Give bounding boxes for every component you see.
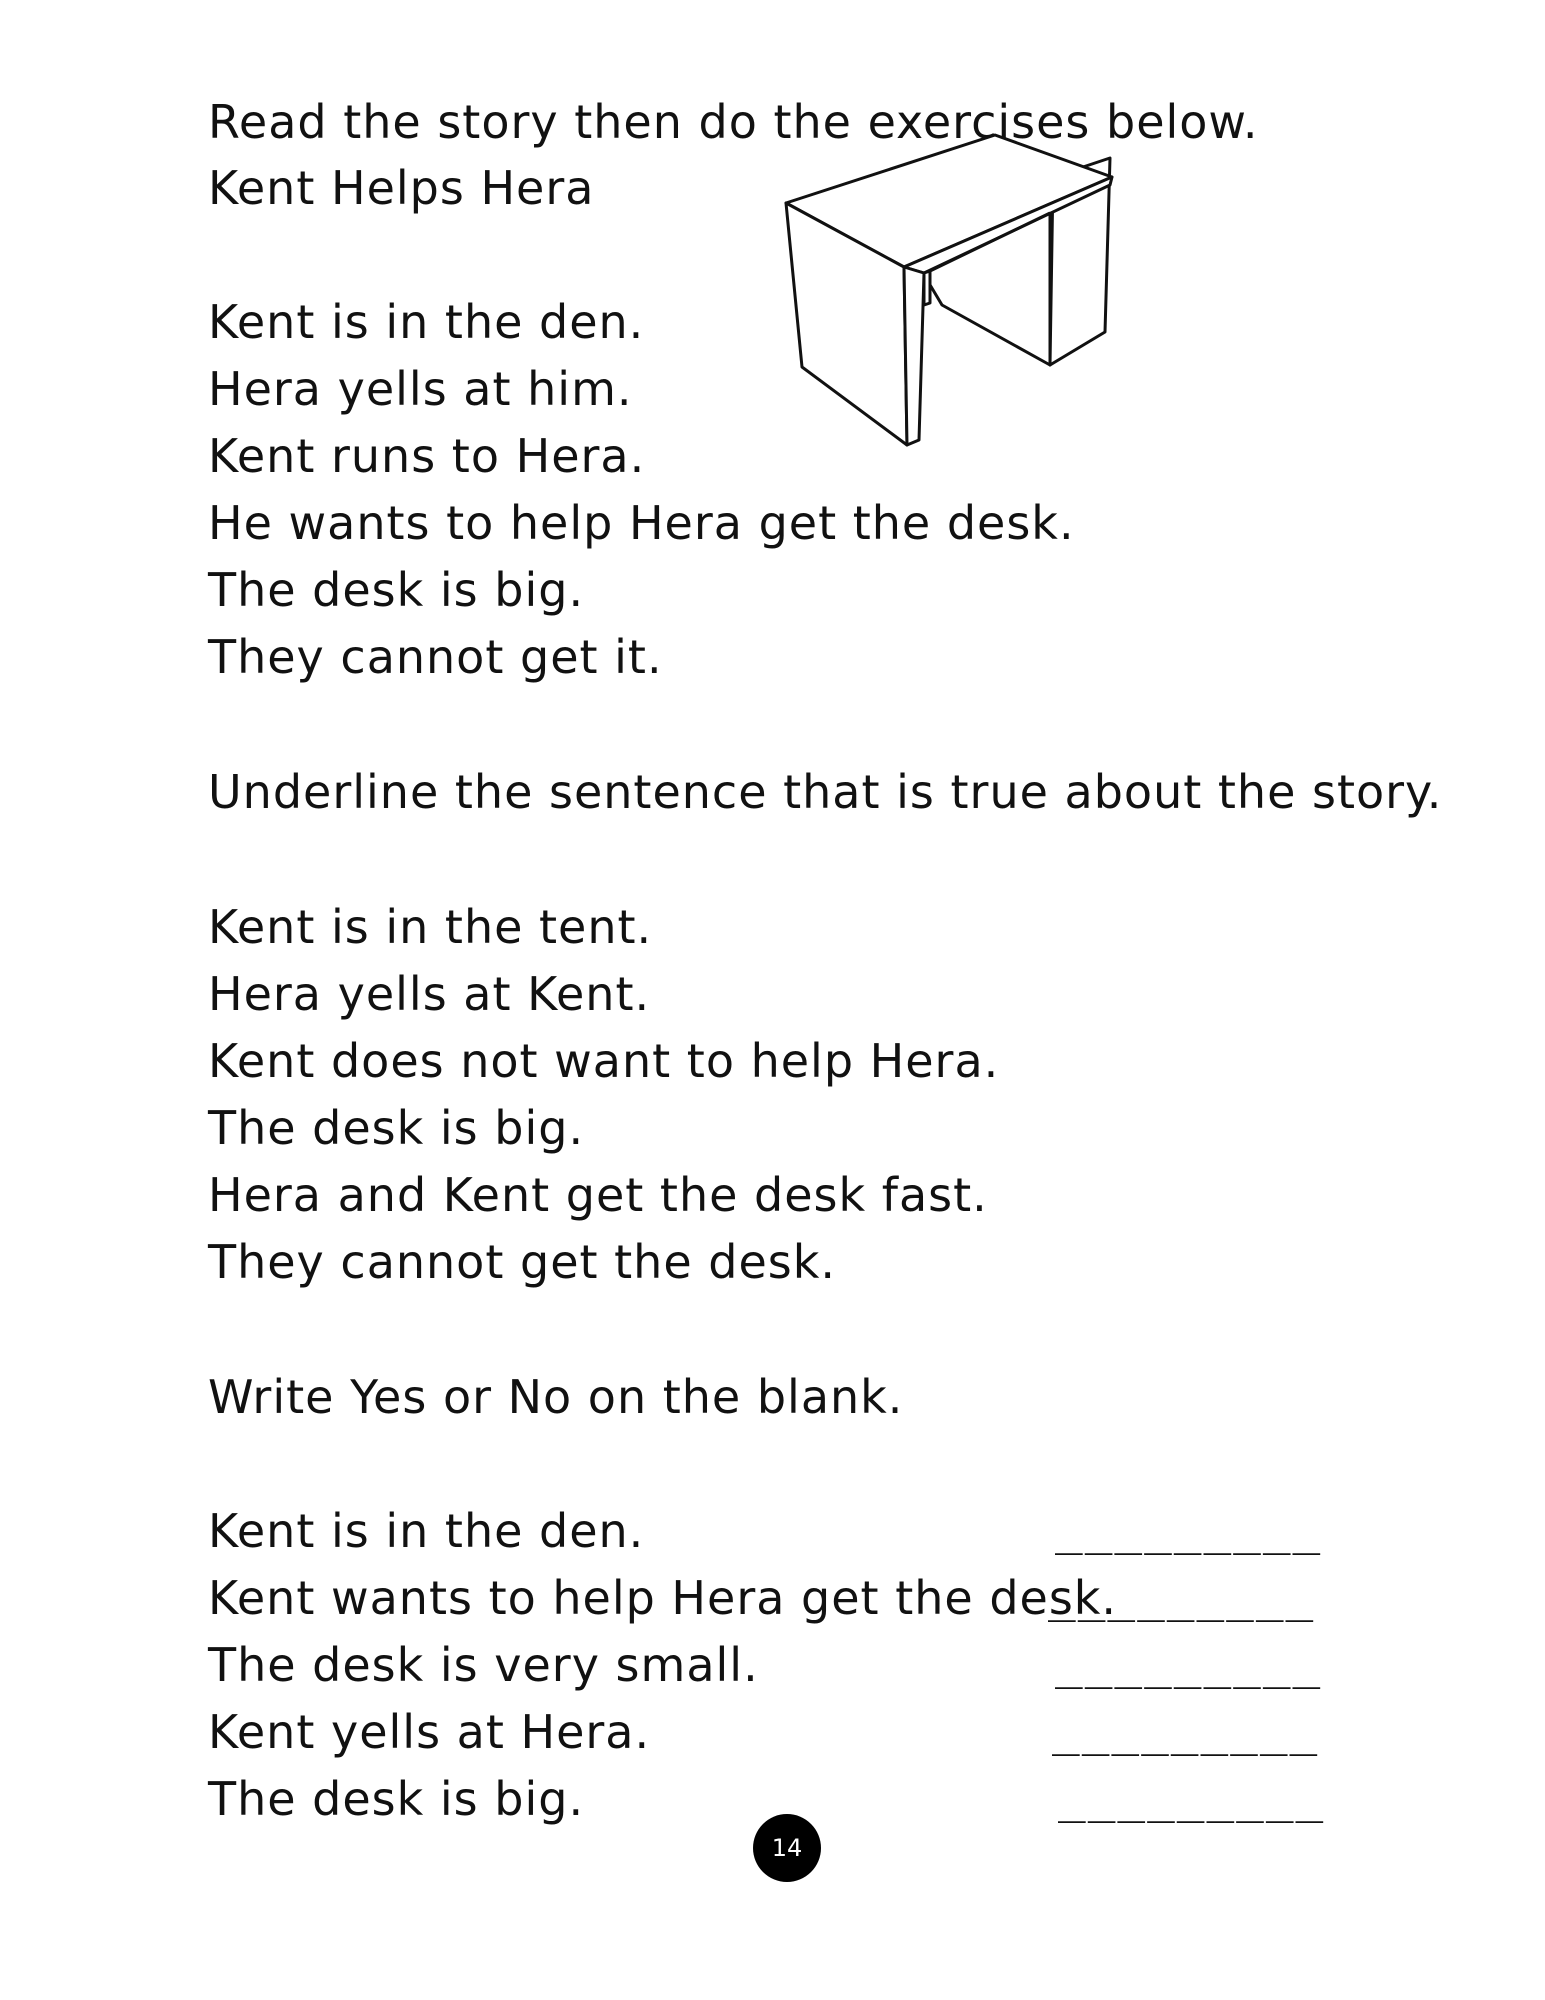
exercise2-instruction: Write Yes or No on the blank. <box>208 1370 904 1424</box>
page-number: 14 <box>753 1814 821 1882</box>
story-line: He wants to help Hera get the desk. <box>208 496 1075 550</box>
story-line: Hera yells at him. <box>208 362 633 416</box>
exercise1-instruction: Underline the sentence that is true about the story. <box>208 765 1443 819</box>
story-line: Kent runs to Hera. <box>208 429 646 483</box>
desk-icon <box>780 125 1140 465</box>
exercise2-item-text: Kent wants to help Hera get the desk. <box>208 1571 1118 1625</box>
exercise2-item-text: Kent is in the den. <box>208 1504 645 1558</box>
exercise2-item-text: Kent yells at Hera. <box>208 1705 651 1759</box>
answer-blank[interactable]: _________ <box>1052 1702 1320 1756</box>
exercise1-sentence[interactable]: Hera and Kent get the desk fast. <box>208 1168 988 1222</box>
page-instruction: Read the story then do the exercises below. <box>208 95 1259 149</box>
exercise1-sentence[interactable]: They cannot get the desk. <box>208 1235 836 1289</box>
answer-blank[interactable]: _________ <box>1048 1568 1316 1622</box>
story-line: They cannot get it. <box>208 630 663 684</box>
exercise1-sentence[interactable]: Kent does not want to help Hera. <box>208 1034 1000 1088</box>
exercise2-item-text: The desk is very small. <box>208 1638 759 1692</box>
story-title: Kent Helps Hera <box>208 161 595 215</box>
story-line: The desk is big. <box>208 563 585 617</box>
exercise1-sentence[interactable]: Hera yells at Kent. <box>208 967 651 1021</box>
answer-blank[interactable]: _________ <box>1058 1769 1326 1823</box>
exercise2-item-text: The desk is big. <box>208 1772 585 1826</box>
exercise1-sentence[interactable]: Kent is in the tent. <box>208 900 653 954</box>
exercise1-sentence[interactable]: The desk is big. <box>208 1101 585 1155</box>
story-line: Kent is in the den. <box>208 295 645 349</box>
answer-blank[interactable]: _________ <box>1055 1635 1323 1689</box>
answer-blank[interactable]: _________ <box>1055 1501 1323 1555</box>
